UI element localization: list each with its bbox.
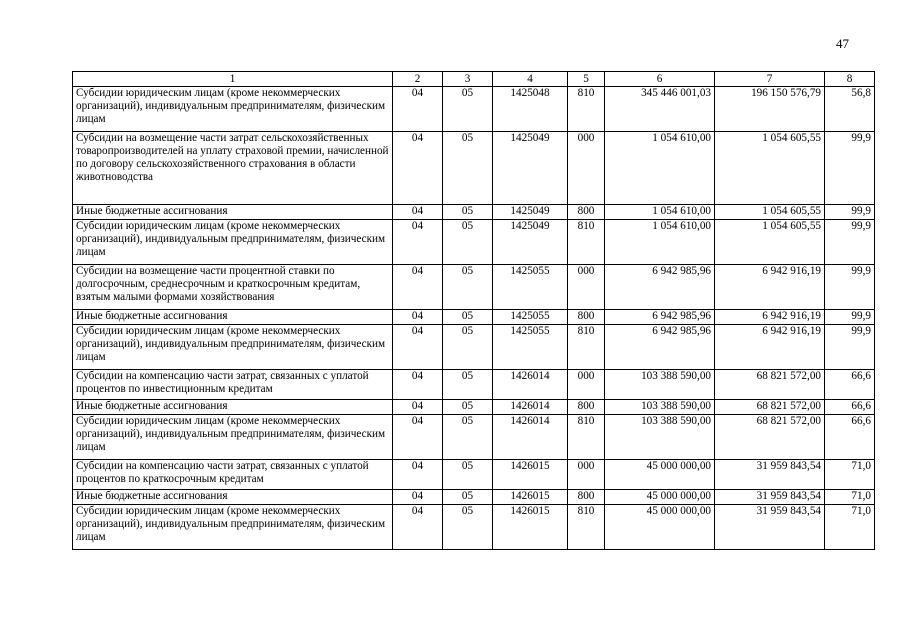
expense-type-code: 810 — [568, 87, 605, 132]
execution-percent: 99,9 — [825, 205, 875, 220]
page-number: 47 — [836, 36, 849, 51]
column-header: 2 — [393, 72, 443, 87]
subsection-code: 05 — [443, 310, 493, 325]
execution-percent: 66,6 — [825, 400, 875, 415]
execution-percent: 99,9 — [825, 310, 875, 325]
table-row — [73, 490, 875, 505]
table-row — [73, 460, 875, 490]
target-article-code: 1426015 — [493, 490, 568, 505]
target-article-code: 1425055 — [493, 310, 568, 325]
section-code: 04 — [393, 265, 443, 310]
execution-percent: 66,6 — [825, 415, 875, 460]
subsection-code: 05 — [443, 400, 493, 415]
approved-amount: 103 388 590,00 — [605, 400, 715, 415]
execution-percent: 71,0 — [825, 505, 875, 550]
table-row — [73, 370, 875, 400]
execution-percent: 71,0 — [825, 490, 875, 505]
table-row — [73, 325, 875, 370]
column-header: 1 — [73, 72, 393, 87]
expense-type-code: 810 — [568, 325, 605, 370]
row-name: Иные бюджетные ассигнования — [73, 400, 393, 415]
column-header: 8 — [825, 72, 875, 87]
executed-amount: 1 054 605,55 — [715, 220, 825, 265]
section-code: 04 — [393, 490, 443, 505]
table-row — [73, 415, 875, 460]
executed-amount: 1 054 605,55 — [715, 132, 825, 205]
column-header: 4 — [493, 72, 568, 87]
subsection-code: 05 — [443, 220, 493, 265]
expense-type-code: 800 — [568, 310, 605, 325]
column-header: 7 — [715, 72, 825, 87]
section-code: 04 — [393, 310, 443, 325]
subsection-code: 05 — [443, 87, 493, 132]
expense-type-code: 800 — [568, 205, 605, 220]
expense-type-code: 800 — [568, 490, 605, 505]
section-code: 04 — [393, 400, 443, 415]
subsection-code: 05 — [443, 265, 493, 310]
executed-amount: 1 054 605,55 — [715, 205, 825, 220]
budget-table — [72, 71, 875, 550]
row-name: Субсидии на возмещение части затрат сельскохозяйственных товаропроизводителей на уплату страховой премии, начисленной по договору сельскохозяйственного страхования в области животноводства — [73, 132, 393, 205]
approved-amount: 6 942 985,96 — [605, 265, 715, 310]
target-article-code: 1425049 — [493, 205, 568, 220]
expense-type-code: 800 — [568, 400, 605, 415]
subsection-code: 05 — [443, 490, 493, 505]
table-row — [73, 220, 875, 265]
target-article-code: 1425055 — [493, 325, 568, 370]
section-code: 04 — [393, 220, 443, 265]
subsection-code: 05 — [443, 415, 493, 460]
section-code: 04 — [393, 325, 443, 370]
row-name: Субсидии на возмещение части процентной ставки по долгосрочным, среднесрочным и краткосрочным кредитам, взятым малыми формами хозяйствования — [73, 265, 393, 310]
approved-amount: 6 942 985,96 — [605, 310, 715, 325]
section-code: 04 — [393, 505, 443, 550]
target-article-code: 1426015 — [493, 460, 568, 490]
table-row — [73, 87, 875, 132]
subsection-code: 05 — [443, 205, 493, 220]
execution-percent: 99,9 — [825, 220, 875, 265]
target-article-code: 1426014 — [493, 370, 568, 400]
target-article-code: 1425049 — [493, 220, 568, 265]
approved-amount: 103 388 590,00 — [605, 415, 715, 460]
expense-type-code: 000 — [568, 370, 605, 400]
target-article-code: 1425055 — [493, 265, 568, 310]
section-code: 04 — [393, 460, 443, 490]
row-name: Иные бюджетные ассигнования — [73, 310, 393, 325]
table-row — [73, 310, 875, 325]
header-row — [73, 72, 875, 87]
target-article-code: 1425048 — [493, 87, 568, 132]
expense-type-code: 810 — [568, 505, 605, 550]
row-name: Иные бюджетные ассигнования — [73, 205, 393, 220]
executed-amount: 31 959 843,54 — [715, 490, 825, 505]
execution-percent: 99,9 — [825, 132, 875, 205]
section-code: 04 — [393, 415, 443, 460]
row-name: Иные бюджетные ассигнования — [73, 490, 393, 505]
approved-amount: 345 446 001,03 — [605, 87, 715, 132]
row-name: Субсидии юридическим лицам (кроме некоммерческих организаций), индивидуальным предпринимателям, физическим лицам — [73, 325, 393, 370]
subsection-code: 05 — [443, 370, 493, 400]
row-name: Субсидии юридическим лицам (кроме некоммерческих организаций), индивидуальным предпринимателям, физическим лицам — [73, 505, 393, 550]
expense-type-code: 000 — [568, 460, 605, 490]
subsection-code: 05 — [443, 325, 493, 370]
table-row — [73, 265, 875, 310]
approved-amount: 6 942 985,96 — [605, 325, 715, 370]
column-header: 5 — [568, 72, 605, 87]
table-row — [73, 132, 875, 205]
column-header: 6 — [605, 72, 715, 87]
executed-amount: 68 821 572,00 — [715, 400, 825, 415]
execution-percent: 56,8 — [825, 87, 875, 132]
table-row — [73, 400, 875, 415]
execution-percent: 66,6 — [825, 370, 875, 400]
executed-amount: 68 821 572,00 — [715, 415, 825, 460]
executed-amount: 6 942 916,19 — [715, 310, 825, 325]
execution-percent: 99,9 — [825, 325, 875, 370]
row-name: Субсидии юридическим лицам (кроме некоммерческих организаций), индивидуальным предпринимателям, физическим лицам — [73, 87, 393, 132]
executed-amount: 31 959 843,54 — [715, 460, 825, 490]
target-article-code: 1425049 — [493, 132, 568, 205]
executed-amount: 6 942 916,19 — [715, 325, 825, 370]
approved-amount: 45 000 000,00 — [605, 490, 715, 505]
subsection-code: 05 — [443, 460, 493, 490]
approved-amount: 1 054 610,00 — [605, 220, 715, 265]
approved-amount: 1 054 610,00 — [605, 205, 715, 220]
table-row — [73, 505, 875, 550]
row-name: Субсидии на компенсацию части затрат, связанных с уплатой процентов по инвестиционным кредитам — [73, 370, 393, 400]
row-name: Субсидии юридическим лицам (кроме некоммерческих организаций), индивидуальным предпринимателям, физическим лицам — [73, 220, 393, 265]
execution-percent: 99,9 — [825, 265, 875, 310]
executed-amount: 68 821 572,00 — [715, 370, 825, 400]
expense-type-code: 000 — [568, 132, 605, 205]
section-code: 04 — [393, 132, 443, 205]
subsection-code: 05 — [443, 132, 493, 205]
expense-type-code: 000 — [568, 265, 605, 310]
row-name: Субсидии на компенсацию части затрат, связанных с уплатой процентов по краткосрочным кредитам — [73, 460, 393, 490]
approved-amount: 45 000 000,00 — [605, 505, 715, 550]
subsection-code: 05 — [443, 505, 493, 550]
section-code: 04 — [393, 370, 443, 400]
target-article-code: 1426014 — [493, 415, 568, 460]
approved-amount: 103 388 590,00 — [605, 370, 715, 400]
expense-type-code: 810 — [568, 415, 605, 460]
execution-percent: 71,0 — [825, 460, 875, 490]
executed-amount: 6 942 916,19 — [715, 265, 825, 310]
target-article-code: 1426015 — [493, 505, 568, 550]
column-header: 3 — [443, 72, 493, 87]
executed-amount: 196 150 576,79 — [715, 87, 825, 132]
section-code: 04 — [393, 205, 443, 220]
approved-amount: 45 000 000,00 — [605, 460, 715, 490]
approved-amount: 1 054 610,00 — [605, 132, 715, 205]
target-article-code: 1426014 — [493, 400, 568, 415]
executed-amount: 31 959 843,54 — [715, 505, 825, 550]
table-row — [73, 205, 875, 220]
section-code: 04 — [393, 87, 443, 132]
row-name: Субсидии юридическим лицам (кроме некоммерческих организаций), индивидуальным предпринимателям, физическим лицам — [73, 415, 393, 460]
expense-type-code: 810 — [568, 220, 605, 265]
